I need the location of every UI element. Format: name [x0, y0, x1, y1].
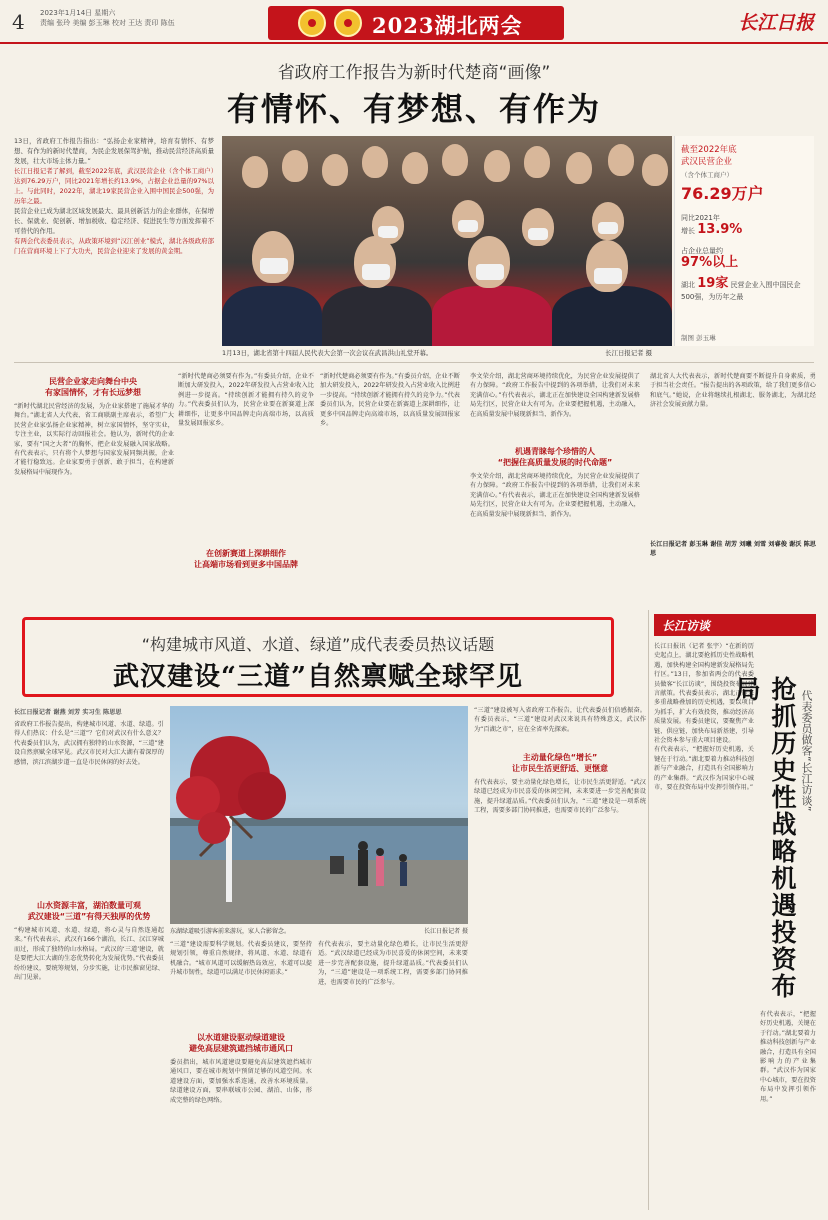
person-figure	[484, 150, 510, 182]
stats-title: 截至2022年底	[681, 145, 737, 155]
person-figure	[358, 850, 368, 886]
subhead-line: 有家国情怀，才有长远梦想	[45, 388, 141, 397]
person-figure	[452, 200, 484, 238]
caption-text: 东湖绿道吸引游客前来游玩，家人合影留念。	[170, 928, 291, 935]
person-figure	[642, 154, 668, 186]
person-figure	[402, 152, 428, 184]
subhead-line: 武汉建设“三道”有得天独厚的优势	[27, 912, 151, 921]
person-figure	[608, 144, 634, 176]
article-column: “新时代湖北民营经济的发展，为企业家搭建了施展才华的舞台。”湖北省人大代表、省工商联副主席表示，希望广大民营企业家弘扬企业家精神，树立家国情怀，坚守实业，专注主业，以实际行动回报社会。他认为，新时代的企业家，要有“国之大者”的胸怀，把企业发展融入国家战略。有代表表示，只有将个人梦想与国家发展同频共振，企业才能行稳致远。企业家要勇于创新、敢于担当，在构建新发展格局中展现作为。	[14, 403, 174, 476]
article-column: “新时代楚商必须要有作为。”有委员介绍，企业不断加大研发投入，2022年研发投入占营业收入比例进一步提高。“持续创新才能拥有持久的竞争力。”代表委员们认为，民营企业要在新赛道上深耕细作，让更多中国品牌走向高端市场，以高质量发展回报家乡。	[320, 373, 460, 428]
stats-value: 19家	[697, 276, 729, 291]
article-column: “新时代楚商必须要有作为。”有委员介绍，企业不断加大研发投入，2022年研发投入占营业收入比例进一步提高。“持续创新才能拥有持久的竞争力。”代表委员们认为，民营企业要在新赛道上深耕细作，让更多中国品牌走向高端市场，以高质量发展回报家乡。	[178, 373, 314, 428]
face-mask	[594, 268, 622, 284]
newspaper-logo: 长江日报	[737, 12, 814, 34]
stats-top500	[681, 278, 808, 303]
face-mask	[528, 228, 548, 240]
stats-share	[681, 245, 808, 270]
byline: 长江日报记者 谢燕 刘芳 实习生 陈思思	[14, 709, 122, 716]
person-figure	[400, 862, 407, 886]
feature-kicker: “构建城市风道、水道、绿道”成代表委员热议话题	[141, 635, 495, 654]
face-mask	[598, 222, 618, 234]
stats-footer: 制图 彭玉琳	[681, 334, 716, 342]
person-figure	[432, 286, 552, 346]
subhead-line: 让市民生活更舒适、更惬意	[512, 764, 608, 773]
lead-photo	[222, 136, 672, 346]
issue-meta	[40, 8, 175, 28]
lead-body	[14, 136, 214, 356]
person-figure	[222, 286, 322, 346]
face-mask	[260, 258, 288, 274]
face-mask	[458, 220, 478, 232]
red-tree-canopy	[198, 812, 230, 844]
person-figure	[330, 856, 344, 874]
lead-paragraph: 有两会代表委员表示，从政策环境到“汉江创业”模式，湖北各级政府部门在营商环境上下了大功夫，民营企业迎来了发展的黄金期。	[14, 237, 214, 255]
article-column: “构建城市风道、水道、绿道，将心灵与自然连通起来。”有代表表示，武汉有166个湖泊，长江、汉江穿城而过，形成了独特的山水格局。“武汉的‘三道’建设，就是要把大江大湖的生态优势转化为发展优势。”代表委员纷纷建议，要统筹规划，分步实施，让市民推窗见绿、出门见景。	[14, 927, 164, 982]
subhead-line: 民营企业家走向舞台中央	[49, 377, 137, 386]
person-figure	[566, 152, 592, 184]
person-figure	[282, 150, 308, 182]
person-figure	[552, 286, 672, 346]
person-figure	[442, 144, 468, 176]
article-column: 有代表表示，要主动量化绿色增长，让市民生活更舒适。“武汉绿道已经成为市民喜爱的休闲空间，未来要进一步完善配套设施，提升绿道品质。”代表委员们认为，“三道”建设是一项系统工程，需要多部门协同推进，也需要市民的广泛参与。	[318, 941, 468, 986]
subhead-line: 避免高层建筑遮挡城市通风口	[189, 1044, 293, 1053]
subhead	[474, 752, 646, 774]
article-column: “三道”建设被写入省政府工作报告，让代表委员们倍感振奋。有委员表示，“三道”建设对武汉来说具有特殊意义，武汉作为“百湖之市”，应在全省率先探索。	[474, 707, 646, 733]
article-column: “三道”建设需要科学规划。代表委员建议，要坚持规划引领，尊重自然规律，将风道、水道、绿道有机融合。“城市风道可以缓解热岛效应，水道可以提升城市韧性，绿道可以满足市民休闲需求。”	[170, 941, 312, 977]
lead-paragraph: 民营企业已成为湖北区域发展最大、最具创新活力的企业群体，在保增长、保就业、促创新、增加税收、稳定经济、促进民生等方面发挥着不可替代的作用。	[14, 207, 214, 235]
photo-credit: 长江日报记者 摄	[605, 349, 652, 357]
stats-total: 76.29万户	[681, 184, 764, 203]
byline: 长江日报记者 彭玉琳 谢佳 胡芳 刘曦 刘雪 刘睿俊 谢沃 陈思思	[650, 541, 816, 558]
article-column: 湖北省人大代表表示，新时代楚商要不断提升自身素质，勇于担当社会责任。“报告提出的各项政策，给了我们更多信心和底气。”她说，企业将继续扎根湖北、服务湖北，为湖北经济社会发展贡献力量。	[650, 373, 816, 409]
caption-text: 1月13日，湖北省第十四届人民代表大会第一次会议在武昌洪山礼堂开幕。	[222, 349, 433, 357]
person-figure	[376, 856, 384, 886]
interview-subtitle: 代表委员做客“长江访谈”	[800, 690, 813, 812]
stats-label: 湖北	[681, 281, 695, 289]
person-figure	[322, 286, 432, 346]
lead-paragraph: 长江日报记者了解到，截至2022年底，武汉民营企业（含个体工商户）达到76.29万户，同比2021年增长约13.9%，占据企业总量的97%以上。与此同时，2022年，湖北19家民营企业入围中国民企500强，为历年之最。	[14, 167, 214, 205]
feature-headline: 武汉建设“三道”自然禀赋全球罕见	[113, 662, 523, 692]
stats-value: 13.9%	[697, 222, 743, 237]
subhead-line: 山水资源丰富，湖泊数量可观	[37, 901, 141, 910]
interview-paragraph: 长江日报讯（记者 张宇）“在新的历史起点上，湖北要抢抓历史性战略机遇，加快构建全国构建新发展格局先行区。”13日，参加省两会的代表委员做客“长江访谈”，围绕投资布局建言献策。代表委员表示，湖北正迎来多重战略叠加的历史机遇，要以项目为抓手，扩大有效投资，推动经济高质量发展。有委员建议，要聚焦产业链、供应链，加快布局新基建，引导社会资本参与重大项目建设。	[654, 643, 754, 745]
article-column: 有代表表示，要主动量化绿色增长，让市民生活更舒适。“武汉绿道已经成为市民喜爱的休闲空间，未来要进一步完善配套设施，提升绿道品质。”代表委员们认为，“三道”建设是一项系统工程，需要多部门协同推进，也需要市民的广泛参与。	[474, 779, 646, 815]
feature-photo	[170, 706, 468, 924]
stats-label: 民营企业入围中国民企500强，为历年之最	[681, 281, 801, 301]
lakeside-scene	[170, 706, 468, 924]
page-header	[0, 0, 828, 44]
column-divider	[648, 610, 649, 1210]
interview-paragraph: 有代表表示，“把握好历史机遇，关键在于行动。”湖北要着力推动科技创新与产业融合，打造具有全国影响力的产业集群。“武汉作为国家中心城市，要在投资布局中发挥引领作用。”	[654, 746, 754, 792]
subhead-line: “把握住高质量发展的时代命题”	[497, 458, 613, 467]
person-figure	[252, 231, 294, 283]
stats-label: 同比2021年	[681, 214, 720, 222]
person-figure	[242, 156, 268, 188]
subhead-line: 主动量化绿色“增长”	[522, 753, 598, 762]
person-figure	[322, 154, 348, 186]
lead-photo-caption	[222, 348, 652, 357]
issue-date: 2023年1月14日 星期六	[40, 9, 116, 17]
subhead	[14, 900, 164, 922]
stats-growth	[681, 212, 808, 237]
person-figure	[468, 236, 510, 288]
article-column: 委员指出，城市风道建设要避免高层建筑遮挡城市通风口，要在城市规划中预留足够的风道空间。水道建设方面，要加强水系连通，改善水环境质量。绿道建设方面，要串联城市公园、湖泊、山体，形成完整的绿色网络。	[170, 1059, 312, 1104]
lead-headline: 有情怀、有梦想、有作为	[226, 90, 601, 128]
person-figure	[522, 208, 554, 246]
subhead	[470, 446, 640, 468]
cppcc-emblem-icon	[334, 9, 362, 37]
stats-label: 占企业总量约	[681, 247, 723, 255]
face-mask	[362, 264, 390, 280]
person-figure	[358, 841, 368, 851]
section-banner-title: 2023湖北两会	[372, 13, 523, 38]
section-divider	[14, 362, 814, 363]
photo-credit: 长江日报记者 摄	[424, 928, 468, 935]
subhead-line: 让高端市场看到更多中国品牌	[194, 560, 298, 569]
stats-box	[674, 136, 814, 346]
article-column: 省政府工作报告提出，构建城市风道、水道、绿道。引得人们热议：什么是“三道”？它们对武汉有什么意义？代表委员们认为，武汉拥有独特的山水资源，“三道”建设自然禀赋全球罕见。武汉市民对大江大湖有着深厚的感情，滨江滨湖步道一直是市民休闲的好去处。	[14, 721, 164, 766]
feature-photo-caption	[170, 926, 468, 935]
subhead-line: 机遇青睐每个珍惜的人	[515, 447, 595, 456]
person-figure	[362, 146, 388, 178]
stats-label: 增长	[681, 227, 695, 235]
stats-value: 97%以上	[681, 255, 739, 270]
stats-title: 武汉民营企业	[681, 157, 733, 167]
issue-editors: 责编 张玲 美编 彭玉琳 校对 王达 责印 陈伍	[40, 19, 175, 27]
person-figure	[354, 236, 396, 288]
interview-body	[654, 642, 754, 1202]
section-banner	[268, 6, 564, 40]
interview-label: 长江访谈	[654, 614, 816, 636]
person-figure	[586, 240, 628, 292]
person-figure	[376, 848, 384, 856]
article-column: 李文荣介绍，湖北营商环境持续优化，为民营企业发展提供了有力保障。“政府工作报告中提到的各项举措，让我们对未来充满信心。”有代表表示，湖北正在加快建设全国构建新发展格局先行区，民营企业大有可为。企业要把握机遇，主动融入，在高质量发展中展现新担当、新作为。	[470, 373, 640, 418]
interview-title: 抢抓历史性战略机遇投资布局	[732, 676, 797, 1000]
person-figure	[399, 854, 407, 862]
article-column: 李文荣介绍，湖北营商环境持续优化，为民营企业发展提供了有力保障。“政府工作报告中提到的各项举措，让我们对未来充满信心。”有代表表示，湖北正在加快建设全国构建新发展格局先行区，民营企业大有可为。企业要把握机遇，主动融入，在高质量发展中展现新担当、新作为。	[470, 473, 640, 518]
lead-paragraph: 13日，省政府工作报告指出：“弘扬企业家精神，培育有情怀、有梦想、有作为的新时代楚商，为民企发展保驾护航，推动民营经济高质量发展，壮大市场主体力量。”	[14, 137, 214, 165]
subhead	[28, 376, 158, 398]
feature-headline-box	[22, 617, 614, 697]
lead-kicker: 省政府工作报告为新时代楚商“画像”	[277, 63, 551, 83]
page-number: 4	[12, 10, 25, 34]
stats-subtitle: （含个体工商户）	[681, 171, 733, 179]
person-figure	[524, 146, 550, 178]
subhead	[178, 548, 314, 570]
red-tree-canopy	[238, 772, 286, 820]
ground	[170, 856, 468, 924]
subhead-line: 在创新赛道上深耕细作	[206, 549, 286, 558]
person-figure	[592, 202, 624, 240]
national-emblem-icon	[298, 9, 326, 37]
face-mask	[476, 264, 504, 280]
subhead	[170, 1032, 312, 1054]
subhead-line: 以水道建设驱动绿道建设	[197, 1033, 285, 1042]
interview-body: 有代表表示，“把握好历史机遇，关键在于行动。”湖北要着力推动科技创新与产业融合，打造具有全国影响力的产业集群。“武汉作为国家中心城市，要在投资布局中发挥引领作用。”	[760, 1011, 816, 1103]
